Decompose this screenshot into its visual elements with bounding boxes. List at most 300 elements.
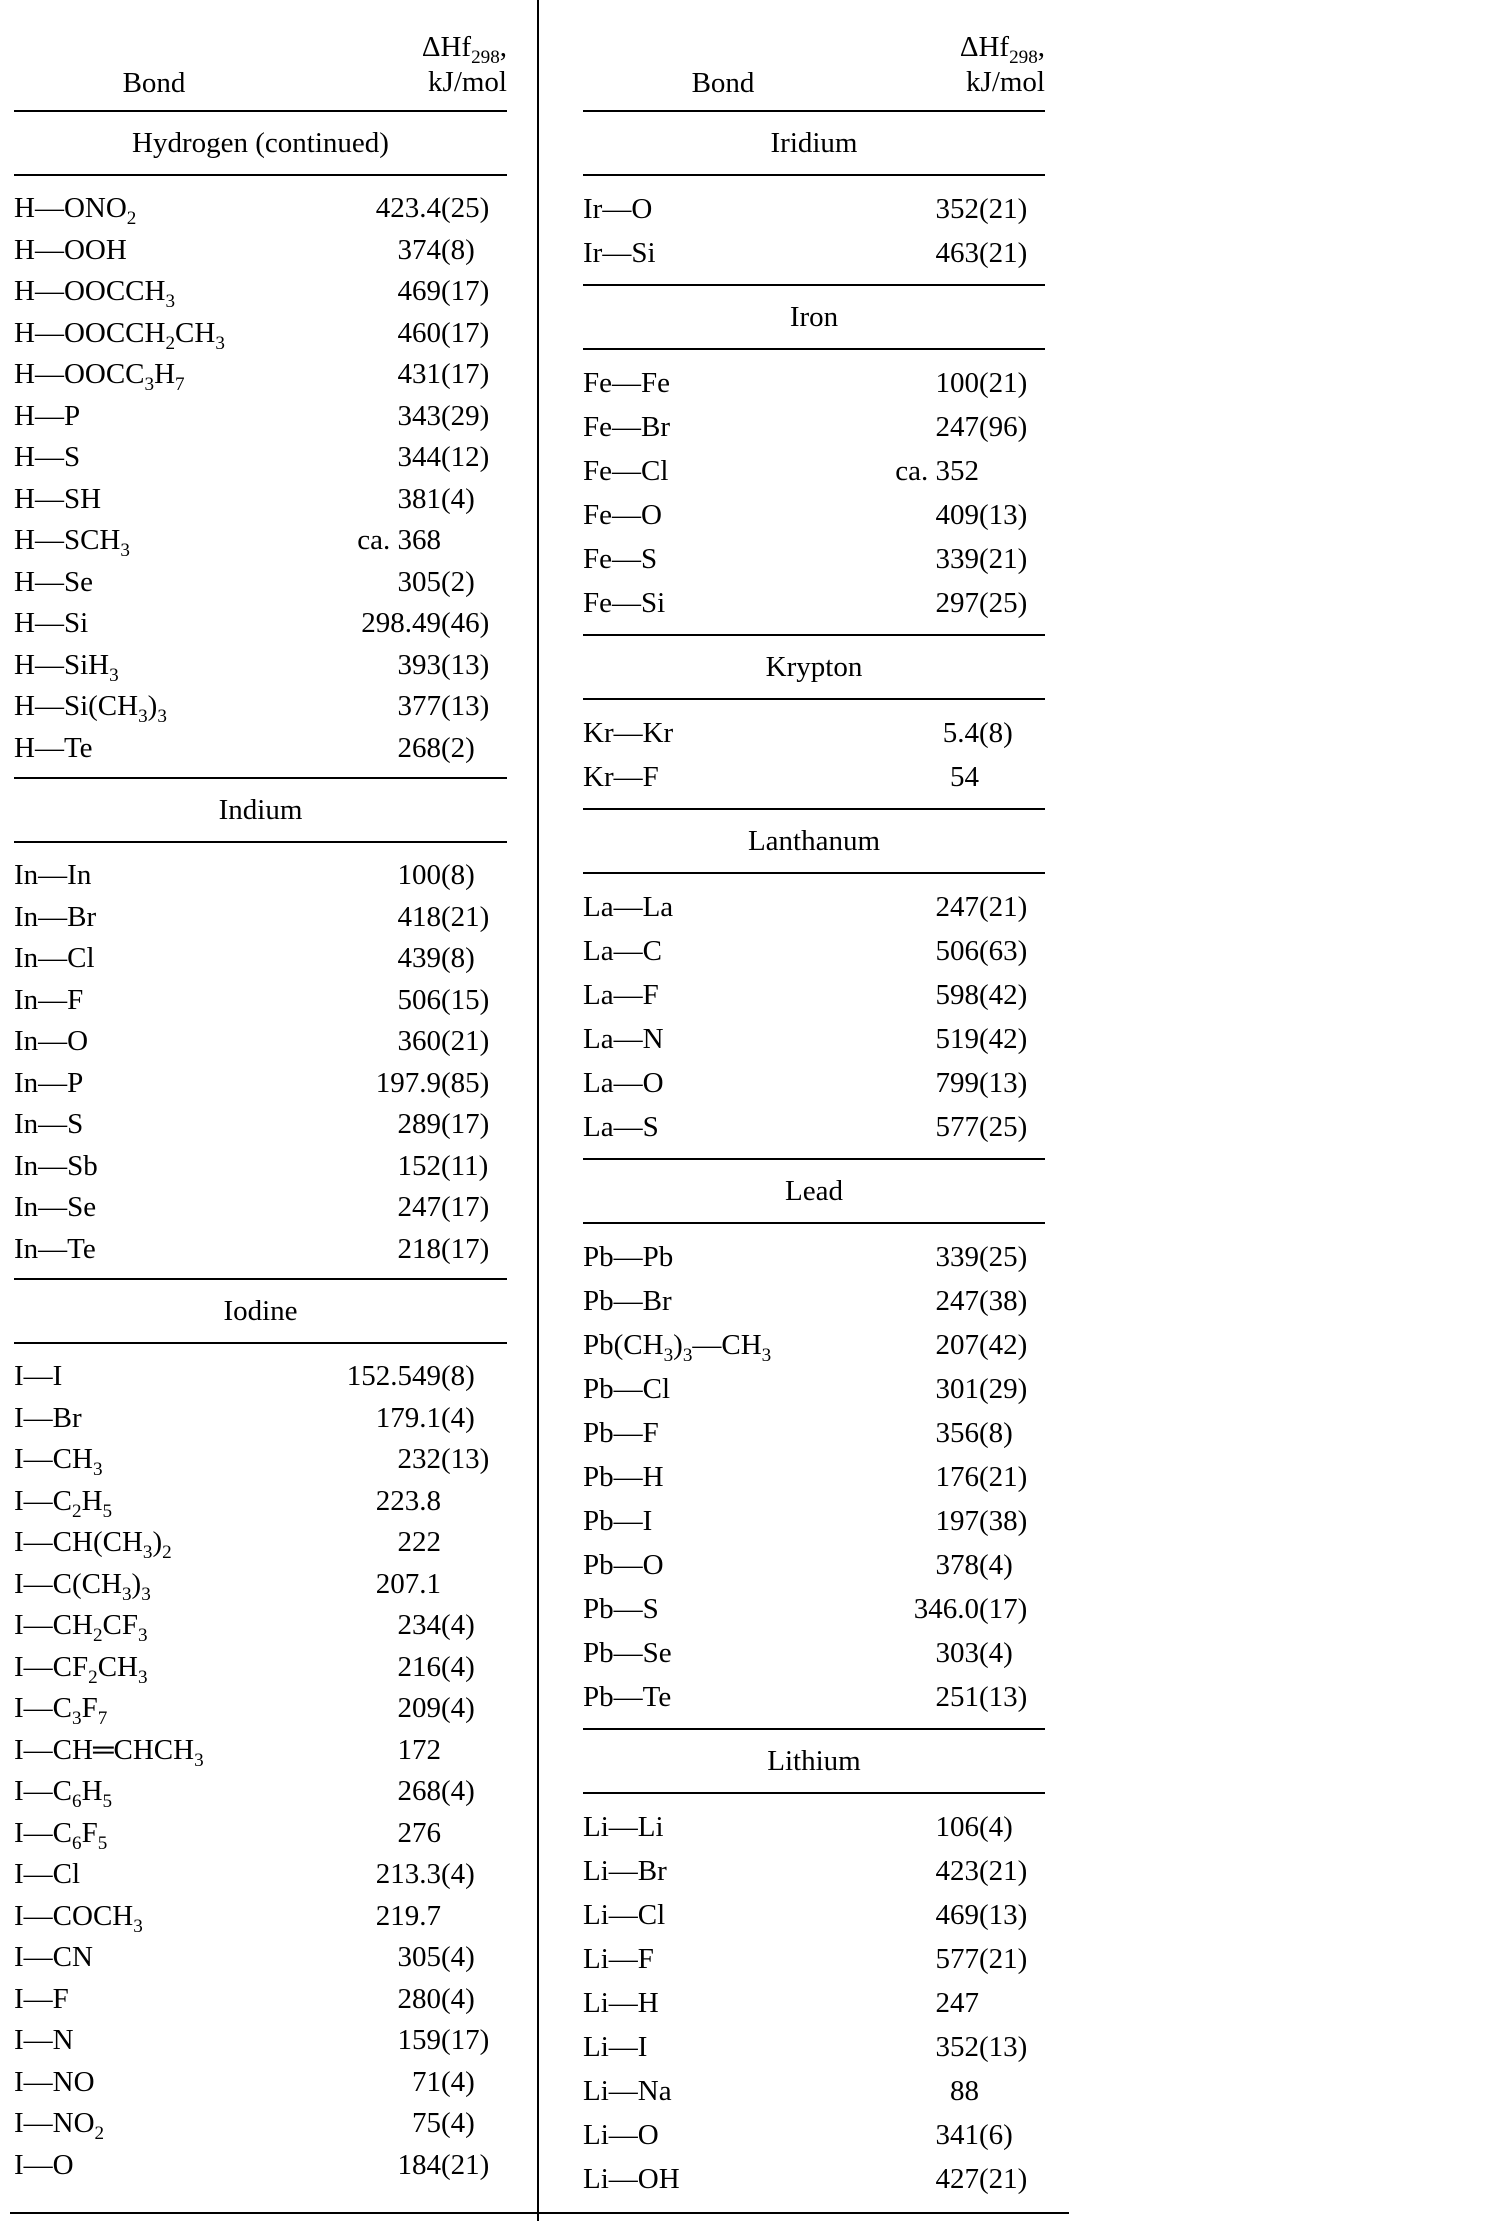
value-number: 276 [397,1816,441,1849]
value-uncertainty: (17) [441,2024,490,2057]
value-uncertainty: (4) [441,1692,475,1725]
value-uncertainty: (8) [979,717,1013,750]
value-cell [295,1360,507,1393]
table-row [14,2062,507,2104]
value-uncertainty: (85) [441,1066,490,1099]
section-title: Lead [583,1158,1045,1224]
table-row [583,1368,1045,1412]
value-cell [833,543,1045,576]
table-row [14,1229,507,1271]
bond-cell: $H—ONO_2$ [14,192,137,229]
bond-cell: La—N [583,1023,664,1056]
value-uncertainty: (4) [441,1401,475,1434]
value-uncertainty: (13) [979,1681,1028,1714]
value-cell [295,1150,507,1183]
value-number: 234 [397,1609,441,1642]
table-row [14,603,507,645]
table-row [14,479,507,521]
value-cell [833,1899,1045,1932]
value-cell [295,275,507,308]
value-number: 100 [397,859,441,892]
table-row [14,938,507,980]
value-cell [295,1568,507,1601]
value-cell [295,1775,507,1808]
bond-cell: Li—Li [583,1811,664,1844]
bond-cell: $I—C(CH_3)_3$ [14,1567,151,1605]
table-row [14,645,507,687]
table-row [14,1647,507,1689]
value-cell [833,1111,1045,1144]
value-number: 247 [397,1191,441,1224]
table-row [583,2070,1045,2114]
table-row [583,406,1045,450]
bond-cell: Kr—Kr [583,717,674,750]
value-uncertainty [979,1987,1045,2020]
bond-cell: Li—Cl [583,1899,666,1932]
value-uncertainty: (13) [979,1899,1028,1932]
table-row [583,1412,1045,1456]
value-cell [833,1373,1045,1406]
value-number: 352 [935,193,979,226]
value-cell [295,1734,507,1767]
bond-cell: $I—COCH_3$ [14,1899,143,1937]
value-number: 247 [935,1987,979,2020]
value-number: 439 [397,942,441,975]
value-uncertainty: (21) [979,1461,1028,1494]
value-cell [295,1025,507,1058]
bond-cell: Li—OH [583,2163,680,2196]
element-section [583,634,1045,808]
value-cell [833,2163,1045,2196]
bond-cell: La—C [583,935,662,968]
bond-cell: In—In [14,859,92,892]
bond-cell: $I—CH_2CF_3$ [14,1609,148,1646]
value-number: 197.9 [375,1066,441,1099]
bond-cell: I—NO [14,2065,95,2098]
bond-cell: H—Si [14,607,89,640]
value-cell [833,1067,1045,1100]
table-row [14,728,507,770]
table-columns [10,0,1069,2221]
bond-cell: $H—OOCC_3H_7$ [14,358,185,395]
value-uncertainty: (17) [441,275,490,308]
bond-cell: I—I [14,1360,63,1393]
value-number: 301 [935,1373,979,1406]
table-row [583,450,1045,494]
value-uncertainty: (21) [979,1855,1028,1888]
section-rows [583,176,1045,284]
value-number: 799 [935,1067,979,1100]
value-uncertainty: (4) [441,1941,475,1974]
value-uncertainty: (4) [441,1650,475,1683]
value-cell [295,2066,507,2099]
value-cell [833,1549,1045,1582]
value-number: 207 [935,1329,979,1362]
element-section [583,1158,1045,1728]
bond-cell: Li—O [583,2119,659,2152]
value-cell [295,1526,507,1559]
bond-cell: Li—H [583,1987,659,2020]
bond-cell: In—Se [14,1191,97,1224]
value-uncertainty: (21) [979,237,1028,270]
value-uncertainty: (8) [979,1417,1013,1450]
value-uncertainty: (21) [979,367,1028,400]
value-number: 152 [397,1149,441,1182]
value-uncertainty: (2) [441,731,475,764]
value-number: 75 [412,2107,441,2140]
table-row [14,1522,507,1564]
table-row [583,974,1045,1018]
value-cell [295,942,507,975]
table-row [14,1481,507,1523]
value-number: 352 [935,2031,979,2064]
bond-cell: In—O [14,1025,89,1058]
table-row [14,855,507,897]
value-number: 460 [397,316,441,349]
bond-column-header: Bond [122,66,186,99]
value-cell [295,1233,507,1266]
table-row [583,1894,1045,1938]
table-row [583,2158,1045,2202]
bond-cell: $I—CH═CHCH_3$ [14,1733,204,1771]
bond-cell: $Pb(CH_3)_3—CH_3$ [583,1329,772,1367]
value-uncertainty: (4) [441,1858,475,1891]
value-cell [295,524,507,557]
value-uncertainty: (13) [979,1067,1028,1100]
value-uncertainty: (21) [979,1943,1028,1976]
section-rows [583,350,1045,634]
value-number: 378 [935,1549,979,1582]
element-section [583,112,1045,284]
value-number: 409 [935,499,979,532]
value-cell [295,192,507,225]
bond-cell: H—P [14,399,81,432]
bond-cell: $I—C_6F_5$ [14,1816,108,1854]
value-number: 247 [935,1285,979,1318]
value-number: 339 [935,1241,979,1274]
value-cell [833,411,1045,444]
bond-cell: I—O [14,2148,74,2181]
table-row [583,1982,1045,2026]
table-row [14,1854,507,1896]
value-number: 344 [397,441,441,474]
value-uncertainty: (25) [979,1241,1028,1274]
table-row [583,538,1045,582]
value-cell [833,1329,1045,1362]
value-number: 106 [935,1811,979,1844]
value-number: 268 [397,731,441,764]
table-row [583,362,1045,406]
value-number: 247 [935,891,979,924]
value-cell [295,732,507,765]
value-uncertainty: (63) [979,935,1028,968]
value-number: 343 [397,399,441,432]
value-number: 427 [935,2163,979,2196]
value-uncertainty [979,761,1045,794]
bond-cell: In—Sb [14,1149,98,1182]
value-uncertainty: (6) [979,2119,1013,2152]
element-section [14,777,507,1278]
value-cell [833,1811,1045,1844]
value-uncertainty: (8) [441,859,475,892]
value-uncertainty: (42) [979,979,1028,1012]
value-number: 346.0 [913,1593,979,1626]
table-row [14,1813,507,1855]
value-cell [833,1855,1045,1888]
element-section [583,284,1045,634]
value-uncertainty: (4) [979,1811,1013,1844]
bond-cell: In—Cl [14,942,95,975]
bond-cell: La—F [583,979,659,1012]
bond-cell: Li—Br [583,1855,667,1888]
table-row [583,1062,1045,1106]
table-row [14,686,507,728]
value-uncertainty: (17) [441,1232,490,1265]
table-row [14,1688,507,1730]
table-row [583,1324,1045,1368]
table-row [583,886,1045,930]
value-uncertainty [441,1485,507,1518]
value-uncertainty [441,1900,507,1933]
value-number: 418 [397,900,441,933]
value-uncertainty: (8) [441,233,475,266]
value-number: 360 [397,1025,441,1058]
bond-cell: $H—SCH_3$ [14,524,130,561]
section-title: Iridium [583,112,1045,176]
table-row [14,1146,507,1188]
value-cell [295,317,507,350]
value-cell [295,1402,507,1435]
table-row [583,1544,1045,1588]
value-cell [833,1593,1045,1626]
bond-cell: H—Se [14,565,93,598]
table-row [14,230,507,272]
bond-cell: In—F [14,983,84,1016]
value-uncertainty: (42) [979,1329,1028,1362]
value-number: 305 [397,565,441,598]
value-cell [833,2075,1045,2108]
value-uncertainty: (4) [441,2065,475,2098]
section-rows [583,874,1045,1158]
value-uncertainty: (21) [979,891,1028,924]
value-number: 339 [935,543,979,576]
value-cell [833,1285,1045,1318]
value-cell [295,400,507,433]
value-uncertainty: (13) [441,648,490,681]
value-number: ca. 368 [357,524,441,557]
value-uncertainty: (42) [979,1023,1028,1056]
value-cell [295,234,507,267]
bond-cell: In—Br [14,900,97,933]
value-number: 213.3 [375,1858,441,1891]
value-number: 519 [935,1023,979,1056]
bond-cell: $I—C_2H_5$ [14,1484,113,1522]
value-number: 469 [935,1899,979,1932]
value-cell [295,1108,507,1141]
table-row [583,494,1045,538]
column-header [583,0,1045,112]
bond-cell: I—F [14,1982,69,2015]
value-number: 71 [412,2065,441,2098]
value-cell [833,1461,1045,1494]
value-cell [833,717,1045,750]
value-uncertainty: (8) [441,1360,475,1393]
value-cell [833,1943,1045,1976]
value-uncertainty: (38) [979,1505,1028,1538]
bond-cell: Ir—O [583,193,653,226]
section-title: Hydrogen (continued) [14,112,507,176]
value-cell [833,891,1045,924]
value-number: 216 [397,1650,441,1683]
table-row [583,232,1045,276]
value-cell [295,607,507,640]
value-uncertainty: (4) [979,1637,1013,1670]
bond-cell: Fe—S [583,543,658,576]
value-number: 247 [935,411,979,444]
table-row [583,1588,1045,1632]
section-rows [583,700,1045,808]
value-number: 54 [950,761,979,794]
value-uncertainty: (17) [441,1108,490,1141]
value-uncertainty: (4) [441,1609,475,1642]
value-cell [295,2149,507,2182]
value-uncertainty: (2) [441,565,475,598]
value-cell [295,859,507,892]
table-row [14,1398,507,1440]
section-rows [14,843,507,1278]
table-row [14,980,507,1022]
value-cell [295,901,507,934]
bond-cell: $I—NO_2$ [14,2107,105,2144]
table-row [583,756,1045,800]
value-uncertainty: (8) [441,942,475,975]
bond-cell: Pb—Cl [583,1373,671,1406]
bond-cell: In—Te [14,1232,96,1265]
bond-cell: Pb—Te [583,1681,672,1714]
bond-cell: $H—OOCCH_2CH_3$ [14,316,225,354]
section-title: Indium [14,777,507,843]
table-row [14,897,507,939]
table-row [14,1564,507,1606]
value-number: 88 [950,2075,979,2108]
value-number: 223.8 [375,1484,441,1517]
value-cell [295,358,507,391]
value-number: 232 [397,1443,441,1476]
table-row [14,396,507,438]
bond-cell: Fe—Cl [583,455,669,488]
bond-cell: I—CN [14,1941,93,1974]
value-cell [833,2031,1045,2064]
table-row [583,2114,1045,2158]
value-number: 381 [397,482,441,515]
column-header [14,0,507,112]
value-cell [833,367,1045,400]
table-row [14,188,507,230]
value-uncertainty: (13) [441,690,490,723]
table-row [583,188,1045,232]
table-row [14,2145,507,2187]
value-cell [295,441,507,474]
value-number: 5.4 [942,717,979,750]
value-uncertainty: (29) [979,1373,1028,1406]
value-cell [295,1900,507,1933]
bond-cell: H—Te [14,731,93,764]
bond-cell: Li—F [583,1943,654,1976]
value-number: 159 [397,2024,441,2057]
table-row [583,1500,1045,1544]
section-rows [14,1344,507,2194]
value-uncertainty: (17) [979,1593,1028,1626]
element-section [583,808,1045,1158]
table-row [583,582,1045,626]
bond-cell: $I—C_6H_5$ [14,1775,113,1812]
table-row [14,1021,507,1063]
value-uncertainty: (15) [441,983,490,1016]
value-uncertainty [441,1568,507,1601]
value-number: 184 [397,2148,441,2181]
table-row [583,1106,1045,1150]
table-row [14,1937,507,1979]
bond-cell: H—SiH$_3$ [14,648,119,686]
value-number: 207.1 [375,1567,441,1600]
value-cell [833,1987,1045,2020]
value-cell [833,935,1045,968]
table-row [14,2103,507,2145]
value-cell [833,761,1045,794]
value-uncertainty: (29) [441,399,490,432]
bottom-rule [10,2212,1069,2214]
value-cell [833,1681,1045,1714]
value-uncertainty: (25) [979,1111,1028,1144]
bond-cell: $I—CF_2CH_3$ [14,1650,148,1688]
value-cell [833,1023,1045,1056]
table-row [14,1605,507,1647]
value-number: 463 [935,237,979,270]
value-uncertainty: (11) [441,1149,489,1182]
value-cell [295,2107,507,2140]
value-cell [295,984,507,1017]
value-cell [833,1637,1045,1670]
section-title: Lithium [583,1728,1045,1794]
value-number: 251 [935,1681,979,1714]
value-cell [833,1241,1045,1274]
value-number: 289 [397,1108,441,1141]
value-uncertainty: (21) [979,193,1028,226]
bond-cell: $I—CH(CH_3)_2$ [14,1526,172,1563]
table-row [583,1018,1045,1062]
value-number: 577 [935,1943,979,1976]
value-number: 356 [935,1417,979,1450]
bond-cell: $I—CH_3$ [14,1443,103,1480]
bond-cell: Li—I [583,2031,648,2064]
value-uncertainty: (21) [441,2148,490,2181]
value-uncertainty: (25) [979,587,1028,620]
value-number: 303 [935,1637,979,1670]
value-cell [295,2024,507,2057]
column-sections [14,112,507,2194]
table-row [583,1806,1045,1850]
table-column [537,0,1069,2221]
value-cell [295,1609,507,1642]
value-number: 297 [935,587,979,620]
value-number: 298.49 [361,607,441,640]
value-uncertainty [441,1734,507,1767]
element-section [14,1278,507,2194]
table-row [583,1850,1045,1894]
bond-cell: Pb—Pb [583,1241,674,1274]
value-uncertainty: (13) [441,1443,490,1476]
bond-cell: Ir—Si [583,237,656,270]
